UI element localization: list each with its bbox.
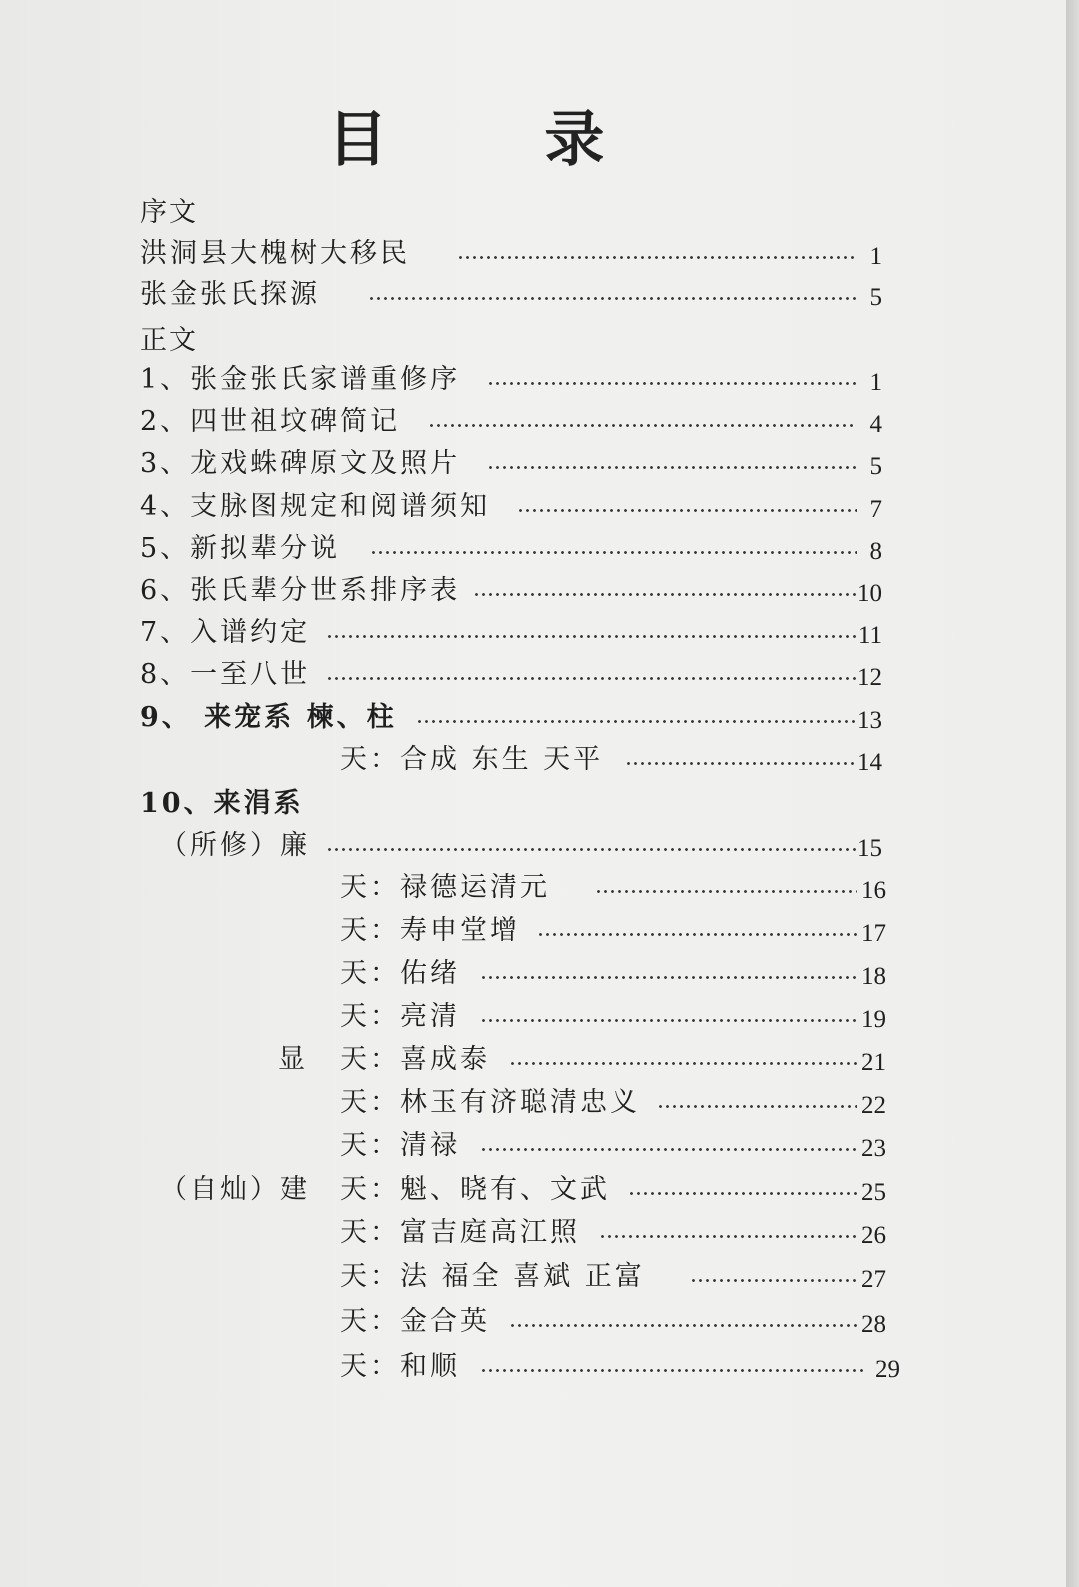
leader-dots bbox=[326, 677, 857, 680]
leader-dots bbox=[599, 1235, 857, 1238]
page-edge bbox=[1066, 0, 1079, 1587]
toc-entry[interactable] bbox=[0, 826, 1066, 866]
toc-entry[interactable] bbox=[0, 1257, 1066, 1297]
entry-page-number: 17 bbox=[861, 920, 886, 947]
entry-label: 1、张金张氏家谱重修序 bbox=[140, 364, 461, 395]
entry-label: 天：佑绪 bbox=[340, 958, 460, 989]
toc-entry[interactable] bbox=[0, 1083, 1066, 1123]
toc-entry[interactable] bbox=[0, 911, 1066, 951]
entry-label: 天：禄德运清元 bbox=[340, 872, 550, 903]
entry-label: 天：清禄 bbox=[340, 1130, 460, 1161]
toc-entry[interactable] bbox=[0, 1213, 1066, 1253]
leader-dots bbox=[625, 762, 857, 765]
leader-dots bbox=[628, 1192, 857, 1195]
entry-label: 5、新拟辈分说 bbox=[140, 533, 341, 564]
entry-label: 天：金合英 bbox=[340, 1306, 490, 1337]
leader-dots bbox=[480, 1148, 857, 1151]
entry-page-number: 1 bbox=[869, 369, 882, 396]
toc-entry[interactable] bbox=[0, 613, 1066, 653]
leader-dots bbox=[416, 720, 857, 723]
leader-dots bbox=[595, 890, 857, 893]
leader-dots bbox=[473, 593, 857, 596]
toc-entry[interactable] bbox=[0, 360, 1066, 400]
leader-dots bbox=[370, 551, 857, 554]
entry-label: 2、四世祖坟碑简记 bbox=[140, 406, 401, 437]
toc-title: 目 录 bbox=[327, 105, 673, 175]
entry-label: 7、入谱约定 bbox=[140, 617, 311, 648]
entry-label: 天：亮清 bbox=[340, 1001, 460, 1032]
entry-page-number: 18 bbox=[861, 963, 886, 990]
entry-page-number: 10 bbox=[857, 580, 882, 607]
entry-label: 天：林玉有济聪清忠义 bbox=[340, 1087, 640, 1118]
entry-page-number: 28 bbox=[861, 1311, 886, 1338]
entry-label: 6、张氏辈分世系排序表 bbox=[140, 575, 461, 606]
entry-label: 天：法 福全 喜斌 正富 bbox=[340, 1261, 645, 1292]
toc-entry[interactable] bbox=[0, 1040, 1066, 1080]
toc-entry[interactable] bbox=[0, 1170, 1066, 1210]
entry-label: 4、支脉图规定和阅谱须知 bbox=[140, 491, 491, 522]
entry-page-number: 13 bbox=[857, 707, 882, 734]
leader-dots bbox=[457, 256, 857, 259]
leader-dots bbox=[480, 976, 857, 979]
toc-entry[interactable] bbox=[0, 1347, 1066, 1387]
entry-page-number: 29 bbox=[875, 1356, 900, 1383]
toc-entry[interactable] bbox=[0, 954, 1066, 994]
entry-label: 天：寿申堂增 bbox=[340, 915, 520, 946]
entry-label: 10、来涓系 bbox=[140, 788, 304, 819]
entry-prefix: 显 bbox=[278, 1044, 308, 1075]
entry-page-number: 1 bbox=[869, 243, 882, 270]
entry-label: 天：和顺 bbox=[340, 1351, 460, 1382]
toc-entry[interactable] bbox=[0, 740, 1066, 780]
section-heading-main: 正文 bbox=[140, 325, 198, 356]
entry-page-number: 19 bbox=[861, 1006, 886, 1033]
toc-entry[interactable] bbox=[0, 868, 1066, 908]
leader-dots bbox=[509, 1062, 857, 1065]
entry-label: 天：喜成泰 bbox=[340, 1044, 490, 1075]
entry-label: 洪洞县大槐树大移民 bbox=[140, 238, 410, 269]
entry-label: 9、 来宠系 楝、柱 bbox=[140, 702, 397, 733]
toc-entry[interactable] bbox=[0, 655, 1066, 695]
leader-dots bbox=[487, 466, 857, 469]
entry-page-number: 5 bbox=[869, 453, 882, 480]
entry-page-number: 15 bbox=[857, 835, 882, 862]
leader-dots bbox=[537, 933, 857, 936]
entry-label: 天：魁、晓有、文武 bbox=[340, 1174, 610, 1205]
entry-label: 3、龙戏蛛碑原文及照片 bbox=[140, 448, 461, 479]
entry-page-number: 23 bbox=[861, 1135, 886, 1162]
toc-entry[interactable] bbox=[0, 784, 1066, 824]
toc-entry[interactable] bbox=[0, 1302, 1066, 1342]
toc-entry[interactable] bbox=[0, 444, 1066, 484]
entry-page-number: 4 bbox=[869, 411, 882, 438]
entry-prefix: （自灿）建 bbox=[160, 1174, 310, 1205]
entry-page-number: 7 bbox=[869, 496, 882, 523]
leader-dots bbox=[326, 635, 857, 638]
leader-dots bbox=[487, 382, 857, 385]
toc-entry[interactable] bbox=[0, 571, 1066, 611]
toc-entry[interactable] bbox=[0, 529, 1066, 569]
entry-label: （所修）廉 bbox=[160, 830, 310, 861]
entry-page-number: 21 bbox=[861, 1049, 886, 1076]
leader-dots bbox=[690, 1279, 857, 1282]
entry-page-number: 8 bbox=[869, 538, 882, 565]
entry-page-number: 16 bbox=[861, 877, 886, 904]
toc-entry[interactable] bbox=[0, 997, 1066, 1037]
entry-page-number: 25 bbox=[861, 1179, 886, 1206]
leader-dots bbox=[480, 1019, 857, 1022]
leader-dots bbox=[368, 297, 857, 300]
entry-page-number: 5 bbox=[869, 284, 882, 311]
section-heading-preface: 序文 bbox=[140, 197, 198, 228]
toc-entry[interactable] bbox=[0, 275, 1066, 315]
entry-page-number: 27 bbox=[861, 1266, 886, 1293]
entry-label: 8、一至八世 bbox=[140, 659, 311, 690]
leader-dots bbox=[428, 424, 857, 427]
entry-label: 张金张氏探源 bbox=[140, 279, 320, 310]
leader-dots bbox=[326, 848, 857, 851]
entry-page-number: 12 bbox=[857, 664, 882, 691]
entry-page-number: 22 bbox=[861, 1092, 886, 1119]
entry-page-number: 14 bbox=[857, 749, 882, 776]
entry-label: 天：合成 东生 天平 bbox=[340, 744, 604, 775]
toc-entry[interactable] bbox=[0, 234, 1066, 274]
leader-dots bbox=[657, 1105, 857, 1108]
leader-dots bbox=[517, 509, 857, 512]
entry-page-number: 26 bbox=[861, 1222, 886, 1249]
leader-dots bbox=[509, 1324, 857, 1327]
toc-entry[interactable] bbox=[0, 1126, 1066, 1166]
leader-dots bbox=[480, 1369, 865, 1372]
entry-label: 天：富吉庭高江照 bbox=[340, 1217, 580, 1248]
toc-entry[interactable] bbox=[0, 402, 1066, 442]
entry-page-number: 11 bbox=[857, 622, 882, 649]
toc-entry[interactable] bbox=[0, 487, 1066, 527]
toc-entry[interactable] bbox=[0, 698, 1066, 738]
